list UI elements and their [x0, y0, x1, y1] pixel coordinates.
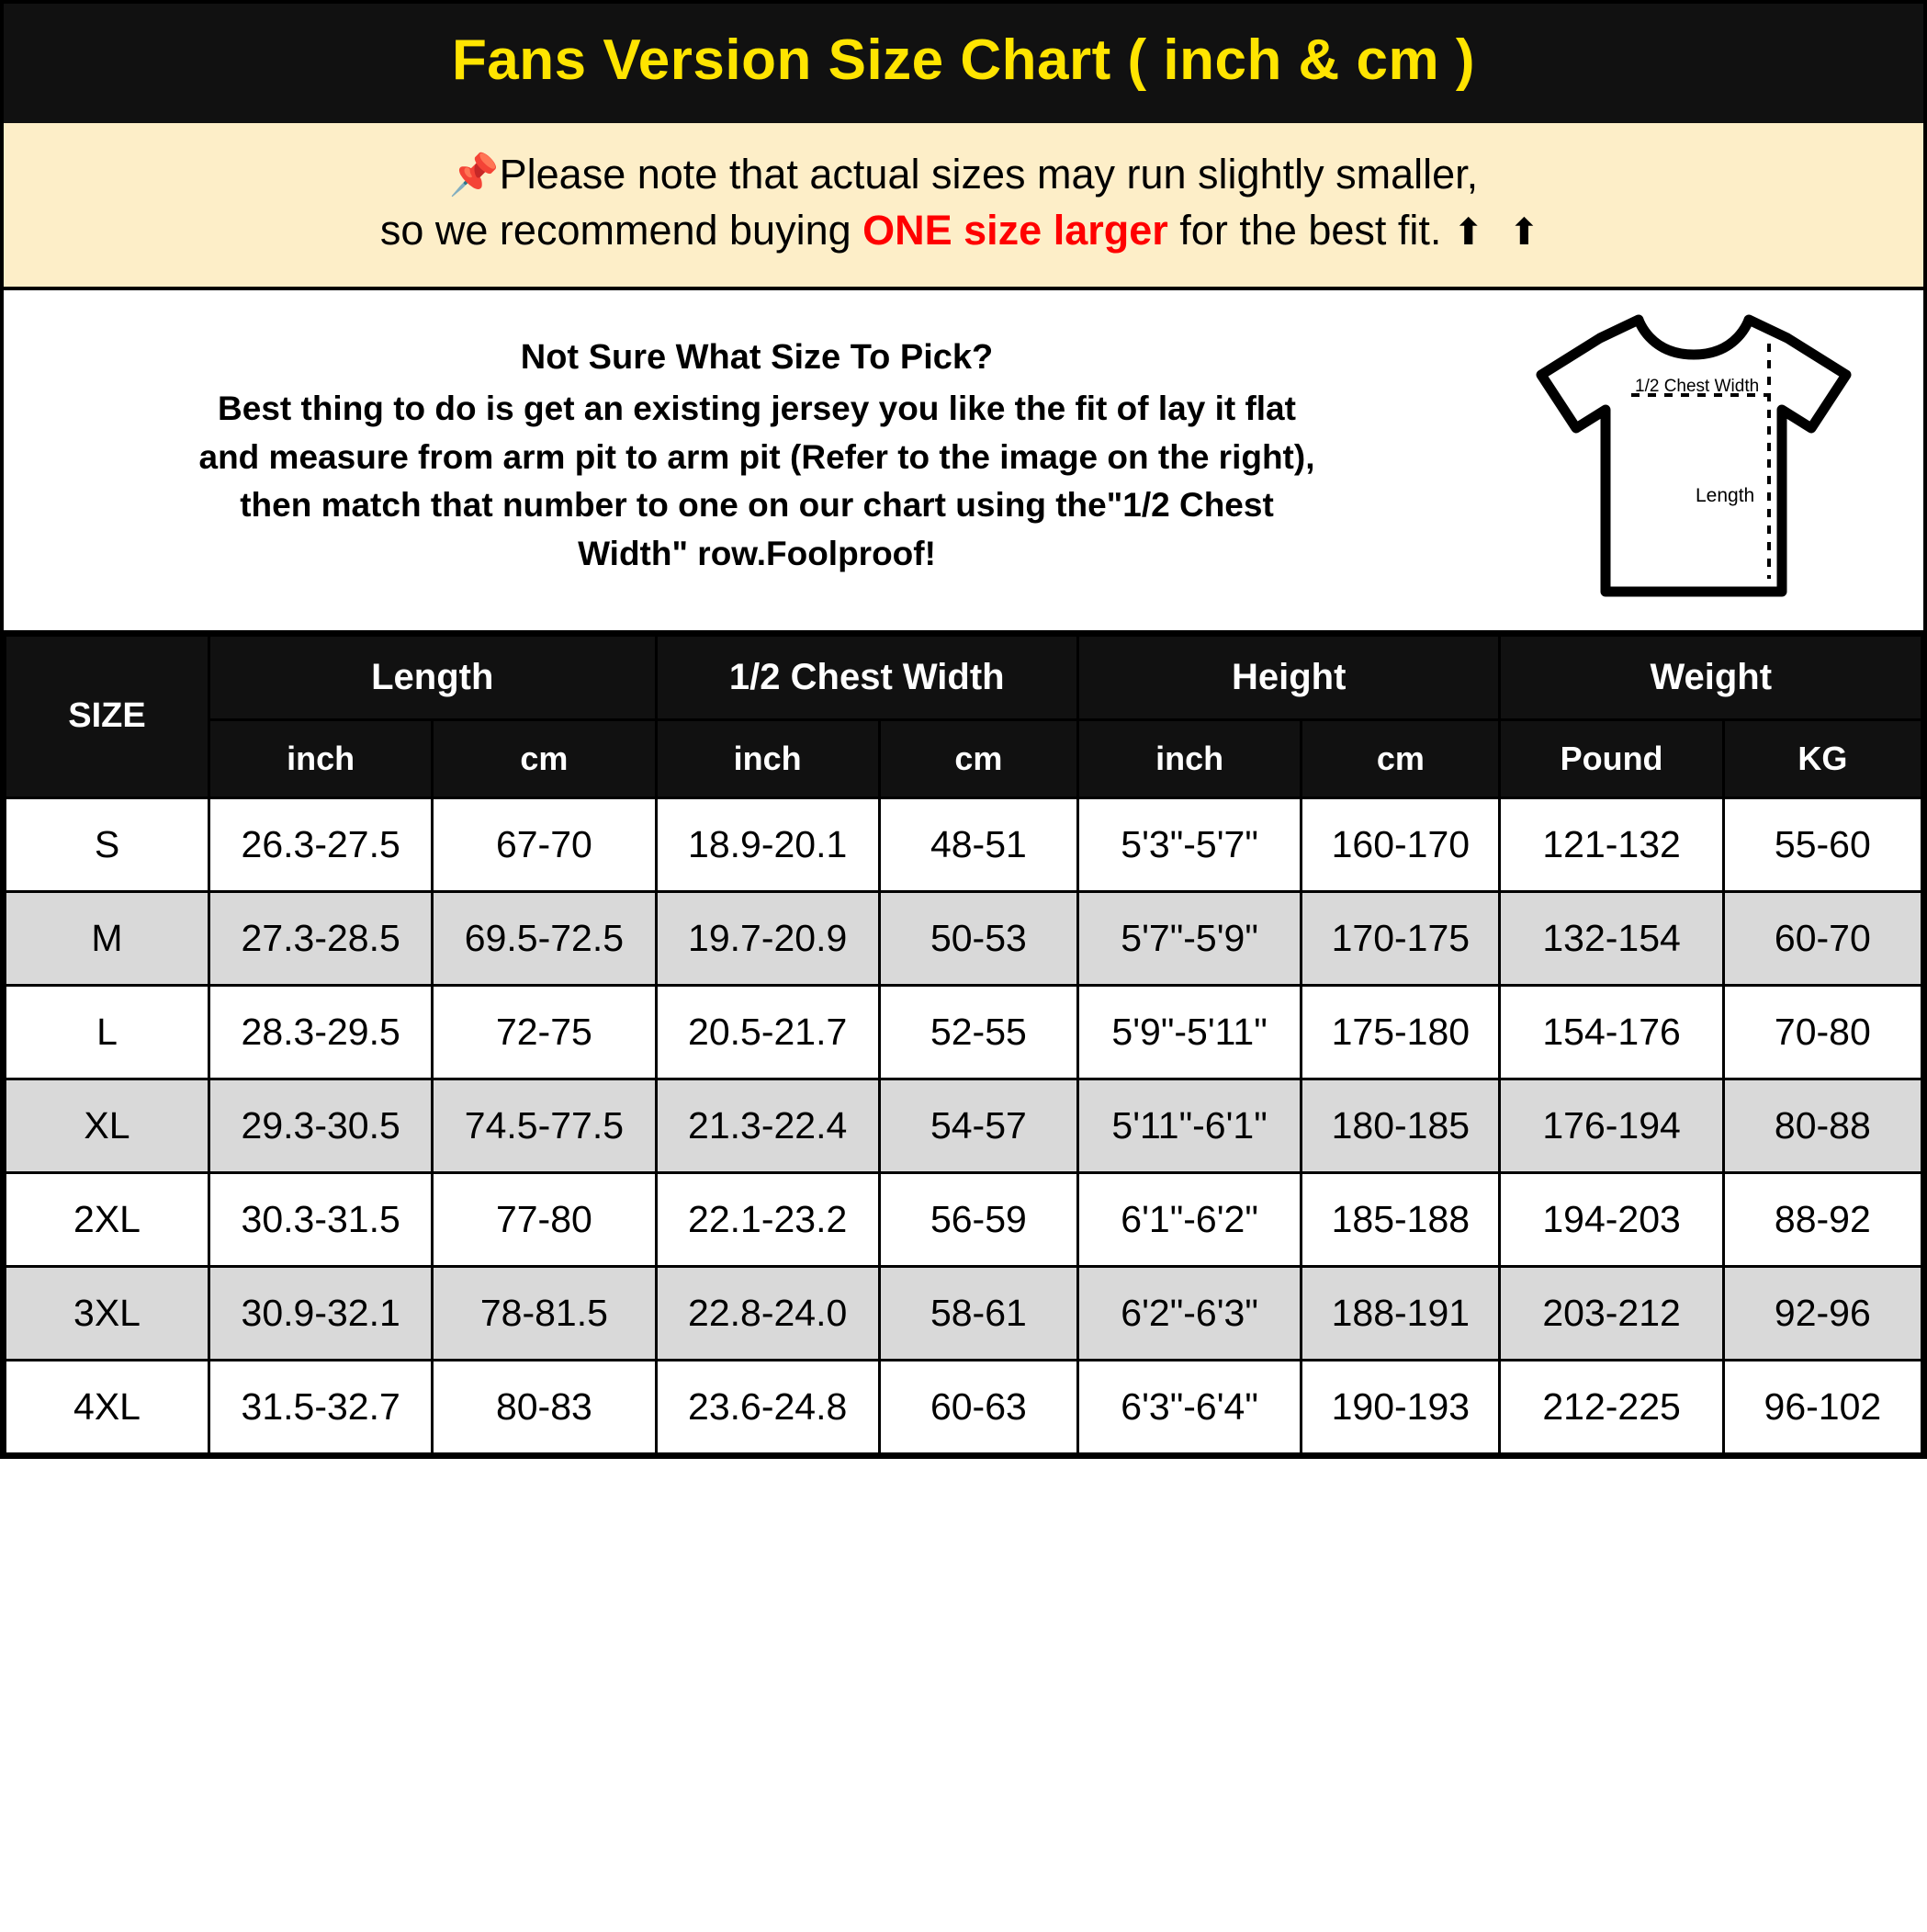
cell-length-cm: 69.5-72.5: [433, 891, 656, 985]
tshirt-measurement-icon: [1501, 307, 1923, 610]
cell-weight-pound: 121-132: [1500, 797, 1723, 891]
table-header-group-row: [6, 635, 1922, 719]
cell-height-inch: 6'1"-6'2": [1077, 1172, 1301, 1266]
cell-chest-cm: 50-53: [879, 891, 1077, 985]
cell-length-inch: 31.5-32.7: [209, 1360, 433, 1453]
cell-height-inch: 5'7"-5'9": [1077, 891, 1301, 985]
page-title: Fans Version Size Chart ( inch & cm ): [451, 28, 1476, 92]
help-body-line-3: then match that number to one on our chart using the"1/2 Chest: [240, 486, 1274, 525]
cell-chest-inch: 23.6-24.8: [656, 1360, 879, 1453]
cell-height-inch: 6'3"-6'4": [1077, 1360, 1301, 1453]
cell-size: 2XL: [6, 1172, 209, 1266]
header-height-cm: cm: [1302, 719, 1500, 797]
header-size: SIZE: [6, 635, 209, 797]
title-bar: [4, 4, 1923, 123]
note-text-1: Please note that actual sizes may run slightly smaller,: [499, 151, 1479, 198]
chest-width-label: 1/2 Chest Width: [1635, 376, 1760, 396]
help-body-line-1: Best thing to do is get an existing jersey you like the fit of lay it flat: [218, 390, 1296, 428]
header-chest-cm: cm: [879, 719, 1077, 797]
cell-weight-kg: 55-60: [1723, 797, 1921, 891]
cell-height-cm: 180-185: [1302, 1079, 1500, 1172]
note-line-2: [22, 203, 1905, 259]
cell-length-inch: 27.3-28.5: [209, 891, 433, 985]
header-group-length: Length: [209, 635, 657, 719]
tshirt-diagram-svg: [1528, 307, 1859, 610]
cell-weight-kg: 92-96: [1723, 1266, 1921, 1360]
table-row: [6, 1266, 1922, 1360]
note-text-2-suffix: for the best fit.: [1167, 206, 1453, 254]
cell-chest-inch: 18.9-20.1: [656, 797, 879, 891]
cell-chest-inch: 20.5-21.7: [656, 985, 879, 1079]
cell-height-cm: 185-188: [1302, 1172, 1500, 1266]
length-label: Length: [1696, 484, 1755, 506]
note-text-2-prefix: so we recommend buying: [379, 206, 863, 254]
header-group-chest: 1/2 Chest Width: [656, 635, 1077, 719]
cell-length-cm: 67-70: [433, 797, 656, 891]
cell-weight-kg: 88-92: [1723, 1172, 1921, 1266]
cell-length-inch: 28.3-29.5: [209, 985, 433, 1079]
cell-length-inch: 29.3-30.5: [209, 1079, 433, 1172]
help-section: [4, 290, 1923, 634]
cell-chest-cm: 60-63: [879, 1360, 1077, 1453]
table-row: [6, 1360, 1922, 1453]
cell-length-cm: 74.5-77.5: [433, 1079, 656, 1172]
note-line-1: [22, 147, 1905, 203]
cell-height-cm: 175-180: [1302, 985, 1500, 1079]
cell-weight-kg: 80-88: [1723, 1079, 1921, 1172]
help-heading: Not Sure What Size To Pick?: [520, 338, 994, 378]
help-body-line-4: Width" row.Foolproof!: [578, 534, 936, 572]
table-row: [6, 1079, 1922, 1172]
cell-chest-cm: 48-51: [879, 797, 1077, 891]
cell-height-inch: 6'2"-6'3": [1077, 1266, 1301, 1360]
table-row: [6, 1172, 1922, 1266]
cell-length-inch: 30.3-31.5: [209, 1172, 433, 1266]
cell-size: S: [6, 797, 209, 891]
cell-height-cm: 190-193: [1302, 1360, 1500, 1453]
note-highlight: ONE size larger: [862, 206, 1168, 254]
cell-height-inch: 5'3"-5'7": [1077, 797, 1301, 891]
cell-chest-cm: 56-59: [879, 1172, 1077, 1266]
cell-chest-cm: 52-55: [879, 985, 1077, 1079]
cell-weight-pound: 176-194: [1500, 1079, 1723, 1172]
cell-chest-cm: 54-57: [879, 1079, 1077, 1172]
cell-length-cm: 77-80: [433, 1172, 656, 1266]
cell-size: L: [6, 985, 209, 1079]
cell-height-inch: 5'9"-5'11": [1077, 985, 1301, 1079]
cell-length-cm: 72-75: [433, 985, 656, 1079]
help-body-line-2: and measure from arm pit to arm pit (Refer to the image on the right),: [198, 437, 1315, 476]
cell-height-cm: 170-175: [1302, 891, 1500, 985]
cell-height-inch: 5'11"-6'1": [1077, 1079, 1301, 1172]
cell-weight-kg: 96-102: [1723, 1360, 1921, 1453]
header-group-weight: Weight: [1500, 635, 1922, 719]
cell-weight-pound: 154-176: [1500, 985, 1723, 1079]
cell-chest-inch: 22.1-23.2: [656, 1172, 879, 1266]
table-header-unit-row: [6, 719, 1922, 797]
table-row: [6, 891, 1922, 985]
cell-chest-cm: 58-61: [879, 1266, 1077, 1360]
pushpin-icon: 📌: [448, 153, 500, 198]
cell-length-cm: 80-83: [433, 1360, 656, 1453]
cell-weight-kg: 70-80: [1723, 985, 1921, 1079]
cell-size: XL: [6, 1079, 209, 1172]
header-weight-kg: KG: [1723, 719, 1921, 797]
header-group-height: Height: [1077, 635, 1499, 719]
header-weight-pound: Pound: [1500, 719, 1723, 797]
cell-length-cm: 78-81.5: [433, 1266, 656, 1360]
table-row: [6, 797, 1922, 891]
cell-weight-pound: 203-212: [1500, 1266, 1723, 1360]
cell-weight-pound: 212-225: [1500, 1360, 1723, 1453]
note-band: [4, 123, 1923, 290]
header-height-inch: inch: [1077, 719, 1301, 797]
cell-weight-kg: 60-70: [1723, 891, 1921, 985]
cell-size: M: [6, 891, 209, 985]
header-chest-inch: inch: [656, 719, 879, 797]
up-arrows-icon: ⬆ ⬆: [1452, 211, 1548, 253]
cell-weight-pound: 194-203: [1500, 1172, 1723, 1266]
cell-chest-inch: 19.7-20.9: [656, 891, 879, 985]
cell-size: 3XL: [6, 1266, 209, 1360]
cell-height-cm: 188-191: [1302, 1266, 1500, 1360]
size-table: [4, 634, 1923, 1455]
cell-weight-pound: 132-154: [1500, 891, 1723, 985]
header-length-cm: cm: [433, 719, 656, 797]
cell-chest-inch: 22.8-24.0: [656, 1266, 879, 1360]
cell-length-inch: 30.9-32.1: [209, 1266, 433, 1360]
cell-size: 4XL: [6, 1360, 209, 1453]
table-row: [6, 985, 1922, 1079]
header-length-inch: inch: [209, 719, 433, 797]
cell-chest-inch: 21.3-22.4: [656, 1079, 879, 1172]
help-text-block: [4, 338, 1501, 578]
cell-height-cm: 160-170: [1302, 797, 1500, 891]
cell-length-inch: 26.3-27.5: [209, 797, 433, 891]
